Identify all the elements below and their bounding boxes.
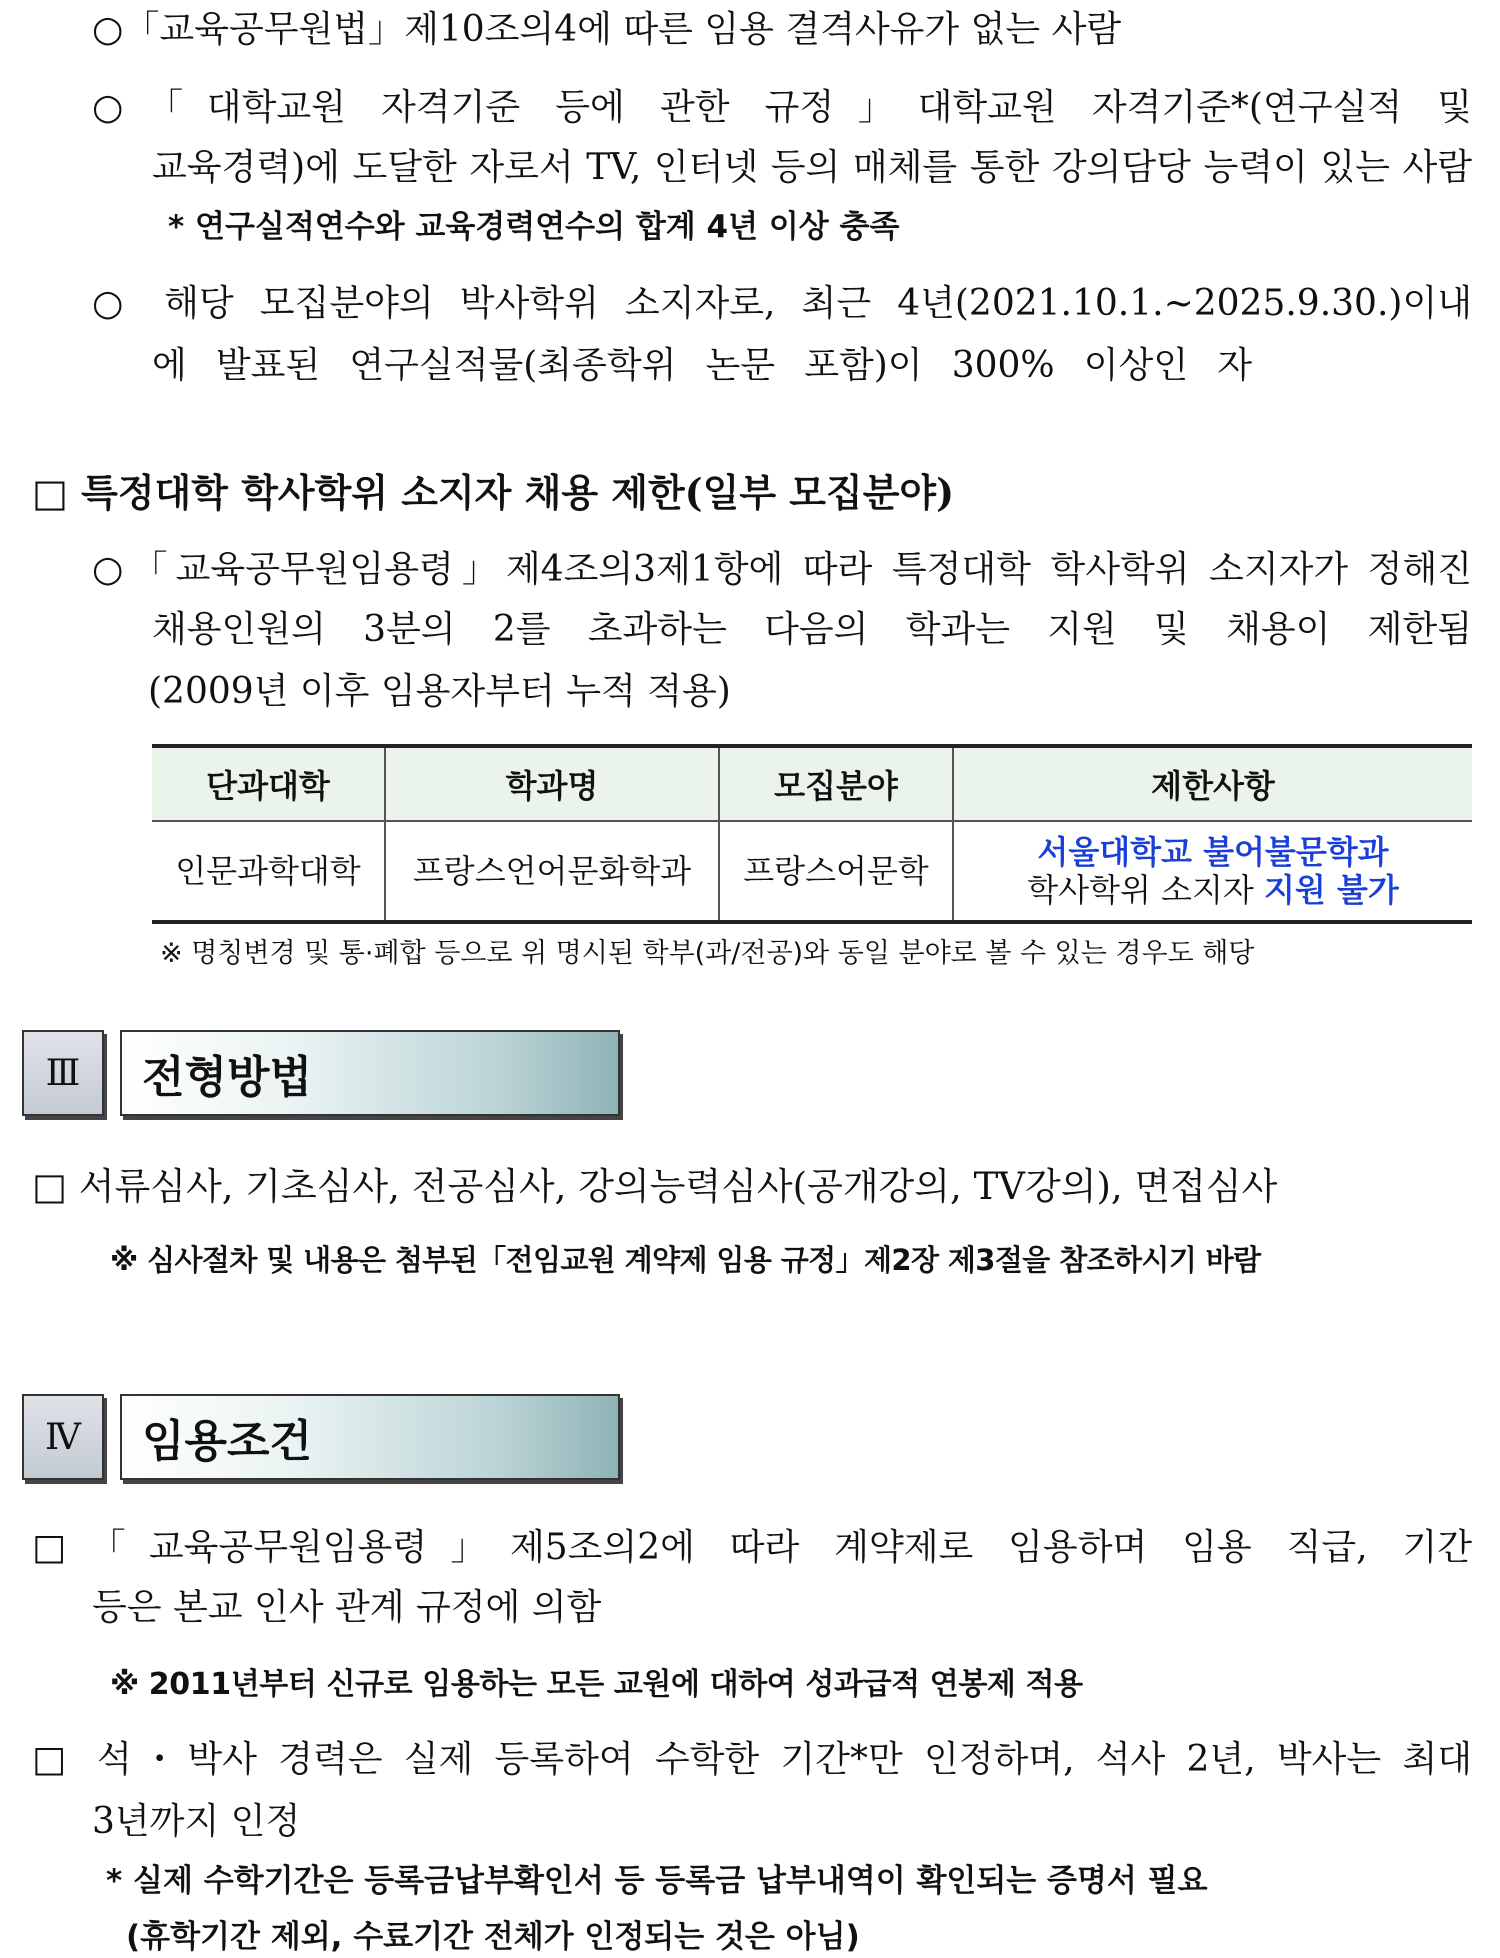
restriction-footnote: ※ 명칭변경 및 통·폐합 등으로 위 명시된 학부(과/전공)와 동일 분야로 볼 수 있는 경우도 해당 (160, 938, 1255, 969)
section-3-note: ※ 심사절차 및 내용은 첨부된「전임교원 계약제 임용 규정」제2장 제3절을 참조하시기 바람 (110, 1243, 1261, 1277)
cell-limit (953, 821, 1472, 922)
restriction-heading: □ 특정대학 학사학위 소지자 채용 제한(일부 모집분야) (32, 470, 955, 515)
limit-line-2: 학사학위 소지자 지원 불가 (1027, 871, 1399, 909)
table-header-college: 단과대학 (152, 746, 385, 821)
section-4-item-2-line-2: 3년까지 인정 (92, 1801, 301, 1842)
restriction-desc-line-1: ○「교육공무원임용령」제4조의3제1항에 따라 특정대학 학사학위 소지자가 정해진 (92, 549, 1472, 590)
cell-dept: 프랑스언어문화학과 (385, 821, 719, 922)
section-4-title: 임용조건 (120, 1394, 620, 1480)
restriction-table (152, 744, 1472, 924)
restriction-desc-line-3: (2009년 이후 임용자부터 누적 적용) (148, 671, 731, 712)
section-3-number: Ⅲ (22, 1030, 104, 1116)
qual-item-2-line-2: 교육경력)에 도달한 자로서 TV, 인터넷 등의 매체를 통한 강의담당 능력이 있는 사람 (152, 147, 1472, 188)
qual-item-3-line-1: ○ 해당 모집분야의 박사학위 소지자로, 최근 4년(2021.10.1.~2025.9.30.)이내 (92, 283, 1472, 324)
section-4-note-1: ※ 2011년부터 신규로 임용하는 모든 교원에 대하여 성과급적 연봉제 적용 (110, 1667, 1083, 1702)
cell-college: 인문과학대학 (152, 821, 385, 922)
qual-item-1: ○「교육공무원법」제10조의4에 따른 임용 결격사유가 없는 사람 (92, 9, 1122, 50)
table-header-row (152, 746, 1472, 821)
table-header-field: 모집분야 (719, 746, 953, 821)
limit-highlight: 지원 불가 (1263, 871, 1399, 909)
table-header-dept: 학과명 (385, 746, 719, 821)
limit-line-1: 서울대학교 불어불문학과 (1037, 832, 1389, 871)
cell-field: 프랑스어문학 (719, 821, 953, 922)
table-header-limit: 제한사항 (953, 746, 1472, 821)
section-4-item-2-line-1: □ 석・박사 경력은 실제 등록하여 수학한 기간*만 인정하며, 석사 2년, 박사는 최대 (32, 1739, 1472, 1780)
qual-item-2-note: * 연구실적연수와 교육경력연수의 합계 4년 이상 충족 (168, 209, 900, 245)
section-4-note-2-line-2: (휴학기간 제외, 수료기간 전체가 인정되는 것은 아님) (126, 1919, 860, 1955)
qual-item-2-line-1: ○「대학교원 자격기준 등에 관한 규정」대학교원 자격기준*(연구실적 및 (92, 87, 1472, 128)
qual-item-3-line-2: 에 발표된 연구실적물(최종학위 논문 포함)이 300% 이상인 자 (152, 345, 1252, 386)
section-4-item-1-line-2: 등은 본교 인사 관계 규정에 의함 (92, 1587, 602, 1628)
section-4-number: Ⅳ (22, 1394, 104, 1480)
section-4-item-1-line-1: □「교육공무원임용령」제5조의2에 따라 계약제로 임용하며 임용 직급, 기간 (32, 1527, 1472, 1568)
section-4-note-2-line-1: * 실제 수학기간은 등록금납부확인서 등 등록금 납부내역이 확인되는 증명서 필요 (106, 1863, 1208, 1899)
section-3-title: 전형방법 (120, 1030, 620, 1116)
section-3-item-1: □ 서류심사, 기초심사, 전공심사, 강의능력심사(공개강의, TV강의), 면접심사 (32, 1165, 1278, 1208)
table-row (152, 821, 1472, 922)
restriction-desc-line-2: 채용인원의 3분의 2를 초과하는 다음의 학과는 지원 및 채용이 제한됨 (152, 609, 1472, 650)
